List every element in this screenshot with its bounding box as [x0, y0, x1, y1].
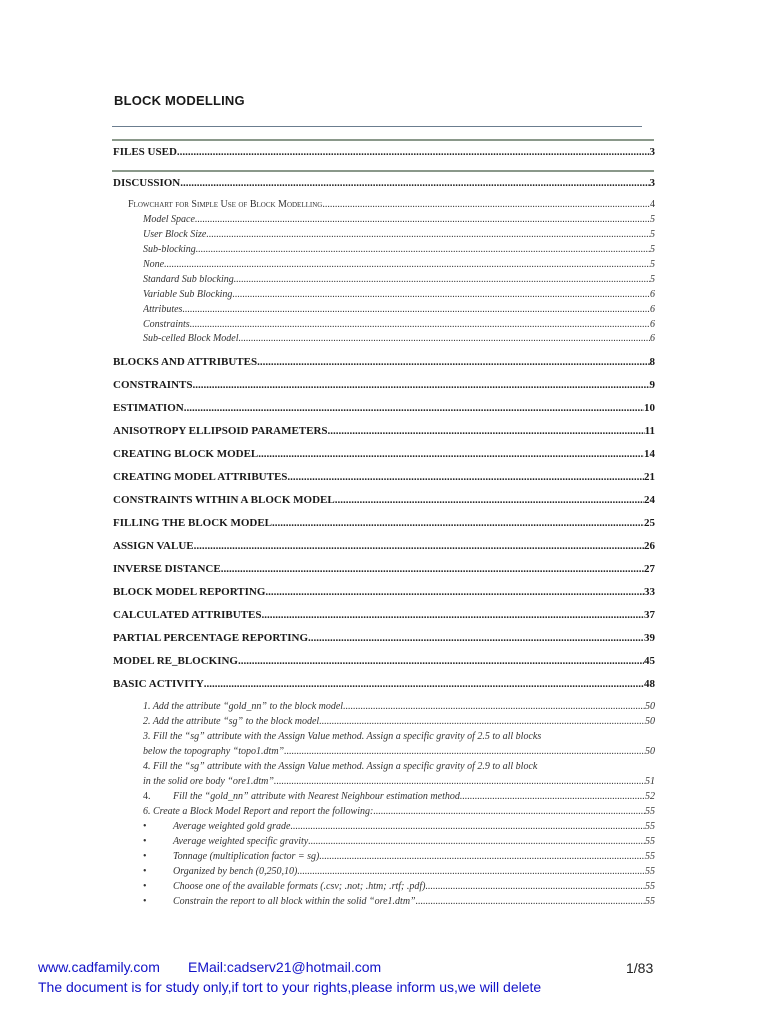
toc-subentry[interactable] [143, 229, 655, 240]
dot-leader [192, 379, 649, 391]
dot-leader [287, 471, 644, 483]
toc-entry-label: BASIC ACTIVITY [113, 678, 204, 690]
toc-entry-label: 6. Create a Block Model Report and report the following: [143, 806, 374, 817]
toc-activity-step[interactable] [143, 806, 655, 817]
toc-bullet-item[interactable] [143, 821, 655, 832]
toc-page-number: 11 [644, 425, 655, 437]
toc-entry-section[interactable] [113, 379, 655, 391]
bullet-icon: • [143, 881, 147, 892]
toc-entry-label: Average weighted gold grade [173, 821, 291, 832]
bullet-icon: • [143, 851, 147, 862]
dot-leader [194, 540, 644, 552]
toc-entry-section[interactable] [113, 402, 655, 414]
dot-leader [190, 319, 650, 330]
toc-page-number: 5 [650, 244, 655, 255]
toc-entry-label: BLOCKS AND ATTRIBUTES [113, 356, 258, 368]
toc-subentry[interactable] [143, 304, 655, 315]
toc-page-number: 24 [644, 494, 655, 506]
toc-entry-label: ANISOTROPY ELLIPSOID PARAMETERS [113, 425, 328, 437]
toc-page-number: 50 [645, 701, 655, 712]
toc-subentry[interactable] [143, 319, 655, 330]
toc-page-number: 45 [644, 655, 655, 667]
toc-page-number: 5 [650, 274, 655, 285]
toc-page-number: 55 [645, 866, 655, 877]
dot-leader [425, 881, 645, 892]
toc-page-number: 26 [644, 540, 655, 552]
dot-leader [308, 836, 645, 847]
dot-leader [346, 701, 645, 712]
toc-activity-step[interactable] [143, 716, 655, 727]
toc-subentry[interactable] [143, 274, 655, 285]
toc-page-number: 4 [650, 199, 655, 210]
toc-bullet-item[interactable] [143, 836, 655, 847]
toc-entry-label: Model Space [143, 214, 195, 225]
dot-leader [258, 448, 644, 460]
toc-entry-flowchart[interactable] [128, 199, 655, 210]
toc-activity-step-text: 3. Fill the “sg” attribute with the Assign Value method. Assign a specific gravity of 2.5 to all blocks [143, 731, 542, 742]
toc-entry-label: Sub-celled Block Model [143, 333, 239, 344]
dot-leader [462, 791, 645, 802]
toc-page-number: 8 [649, 356, 655, 368]
toc-activity-step[interactable] [143, 776, 655, 787]
footer-website-link[interactable]: www.cadfamily.com [38, 959, 160, 975]
toc-page-number: 55 [645, 836, 655, 847]
dot-leader [182, 304, 650, 315]
toc-entry-section[interactable] [113, 655, 655, 667]
toc-entry-label: DISCUSSION [113, 177, 181, 189]
toc-entry-label: None [143, 259, 165, 270]
toc-entry-section[interactable] [113, 517, 655, 529]
toc-entry-section[interactable] [113, 471, 655, 483]
toc-entry-label: CREATING BLOCK MODEL [113, 448, 259, 460]
toc-entry-label: CONSTRAINTS [113, 379, 193, 391]
toc-entry-label: Constraints [143, 319, 190, 330]
dot-leader [322, 199, 650, 210]
toc-page-number: 55 [645, 881, 655, 892]
dot-leader [239, 333, 650, 344]
dot-leader [234, 274, 650, 285]
toc-page-number: 6 [650, 333, 655, 344]
toc-entry-label: CREATING MODEL ATTRIBUTES [113, 471, 288, 483]
dot-leader [335, 494, 644, 506]
toc-page-number: 33 [644, 586, 655, 598]
toc-entry-section[interactable] [113, 563, 655, 575]
toc-page-number: 39 [644, 632, 655, 644]
toc-entry-label: Choose one of the available formats (.csv; .not; .htm; .rtf; .pdf) [173, 881, 426, 892]
toc-page-number: 14 [644, 448, 655, 460]
dot-leader [328, 425, 645, 437]
dot-leader [257, 356, 649, 368]
toc-bullet-item[interactable] [143, 881, 655, 892]
toc-entry-label: PARTIAL PERCENTAGE REPORTING [113, 632, 309, 644]
dot-leader [261, 609, 644, 621]
bullet-icon: • [143, 836, 147, 847]
toc-activity-step[interactable] [143, 701, 655, 712]
toc-entry-section[interactable] [113, 632, 655, 644]
toc-bullet-item[interactable] [143, 896, 655, 907]
toc-entry-label: Tonnage (multiplication factor = sg) [173, 851, 320, 862]
toc-entry-label: ASSIGN VALUE [113, 540, 194, 552]
dot-leader [232, 289, 650, 300]
toc-page-number: 6 [650, 319, 655, 330]
dot-leader [373, 806, 645, 817]
toc-entry-label: MODEL RE_BLOCKING [113, 655, 238, 667]
dot-leader [195, 214, 650, 225]
dot-leader [276, 776, 645, 787]
toc-page-number: 3 [649, 177, 655, 189]
dot-leader [221, 563, 644, 575]
toc-entry-label: 1. Add the attribute “gold_nn” to the block model. [143, 701, 346, 712]
dot-leader [204, 678, 644, 690]
footer-notice: The document is for study only,if tort to your rights,please inform us,we will delete [38, 979, 542, 995]
toc-entry-label: Attributes [143, 304, 183, 315]
toc-entry-label: FILES USED [113, 146, 177, 158]
page-title: BLOCK MODELLING [114, 93, 245, 108]
toc-page-number: 25 [644, 517, 655, 529]
toc-entry-section[interactable] [113, 609, 655, 621]
step-number: 4. [143, 791, 151, 802]
toc-activity-step[interactable] [143, 746, 655, 757]
toc-entry-section[interactable] [113, 678, 655, 690]
footer-email-link[interactable]: EMail:cadserv21@hotmail.com [188, 959, 382, 975]
toc-page-number: 3 [649, 146, 655, 158]
toc-entry-section[interactable] [113, 425, 655, 437]
toc-entry-label: Standard Sub blocking [143, 274, 234, 285]
toc-page-number: 5 [650, 214, 655, 225]
toc-page-number: 6 [650, 304, 655, 315]
toc-entry-label: Flowchart for Simple Use of Block Modelling [128, 199, 323, 210]
toc-entry-label: Organized by bench (0,250,10) [173, 866, 298, 877]
toc-page-number: 50 [645, 716, 655, 727]
dot-leader [184, 402, 644, 414]
toc-entry-label: 2. Add the attribute “sg” to the block model. [143, 716, 322, 727]
toc-entry-label: FILLING THE BLOCK MODEL [113, 517, 273, 529]
toc-page-number: 27 [644, 563, 655, 575]
toc-page-number: 55 [645, 896, 655, 907]
toc-page-number: 10 [644, 402, 655, 414]
section-separator [112, 170, 654, 172]
toc-page-number: 9 [649, 379, 655, 391]
toc-entry-section[interactable] [113, 356, 655, 368]
toc-page-number: 5 [650, 229, 655, 240]
toc-page-number: 55 [645, 851, 655, 862]
dot-leader [287, 746, 645, 757]
dot-leader [297, 866, 645, 877]
bullet-icon: • [143, 896, 147, 907]
dot-leader [308, 632, 644, 644]
toc-entry-label: User Block Size [143, 229, 207, 240]
dot-leader [180, 177, 649, 189]
toc-subentry[interactable] [143, 244, 655, 255]
toc-entry-label: Average weighted specific gravity [173, 836, 309, 847]
dot-leader [177, 146, 650, 158]
title-underline [112, 126, 642, 127]
bullet-icon: • [143, 821, 147, 832]
toc-page-number: 21 [644, 471, 655, 483]
dot-leader [238, 655, 644, 667]
bullet-icon: • [143, 866, 147, 877]
toc-page-number: 55 [645, 821, 655, 832]
dot-leader [196, 244, 650, 255]
toc-entry-label: in the solid ore body “ore1.dtm”. [143, 776, 277, 787]
toc-page-number: 37 [644, 609, 655, 621]
toc-bullet-item[interactable] [143, 866, 655, 877]
toc-entry-label: INVERSE DISTANCE [113, 563, 221, 575]
toc-entry-section[interactable] [113, 540, 655, 552]
toc-entry-label: BLOCK MODEL REPORTING [113, 586, 266, 598]
toc-entry-section[interactable] [113, 494, 655, 506]
toc-subentry[interactable] [143, 214, 655, 225]
toc-entry-discussion[interactable] [113, 177, 655, 189]
toc-page-number: 6 [650, 289, 655, 300]
dot-leader [319, 851, 645, 862]
toc-entry-label: Variable Sub Blocking [143, 289, 233, 300]
toc-entry-label: Fill the “gold_nn” attribute with Nearest Neighbour estimation method. [173, 791, 463, 802]
toc-entry-label: ESTIMATION [113, 402, 184, 414]
dot-leader [272, 517, 644, 529]
toc-page-number: 51 [645, 776, 655, 787]
dot-leader [322, 716, 645, 727]
toc-page-number: 48 [644, 678, 655, 690]
toc-page-number: 50 [645, 746, 655, 757]
toc-activity-step-text: 4. Fill the “sg” attribute with the Assign Value method. Assign a specific gravity of 2.9 to all block [143, 761, 538, 772]
page-indicator: 1/83 [626, 960, 654, 976]
toc-entry-section[interactable] [113, 448, 655, 460]
toc-entry-label: Constrain the report to all block within the solid “ore1.dtm”. [173, 896, 419, 907]
dot-leader [290, 821, 645, 832]
toc-page-number: 5 [650, 259, 655, 270]
toc-activity-step[interactable] [143, 791, 655, 802]
dot-leader [206, 229, 650, 240]
toc-subentry[interactable] [143, 259, 655, 270]
dot-leader [418, 896, 645, 907]
toc-page-number: 55 [645, 806, 655, 817]
toc-entry-label: CONSTRAINTS WITHIN A BLOCK MODEL [113, 494, 335, 506]
toc-page-number: 52 [645, 791, 655, 802]
dot-leader [164, 259, 650, 270]
section-separator [112, 139, 654, 141]
toc-entry-files-used[interactable] [113, 146, 655, 158]
dot-leader [265, 586, 644, 598]
toc-entry-label: CALCULATED ATTRIBUTES [113, 609, 262, 621]
toc-entry-section[interactable] [113, 586, 655, 598]
toc-entry-label: Sub-blocking [143, 244, 196, 255]
toc-subentry[interactable] [143, 333, 655, 344]
toc-subentry[interactable] [143, 289, 655, 300]
toc-entry-label: below the topography “topo1.dtm”. [143, 746, 287, 757]
toc-bullet-item[interactable] [143, 851, 655, 862]
